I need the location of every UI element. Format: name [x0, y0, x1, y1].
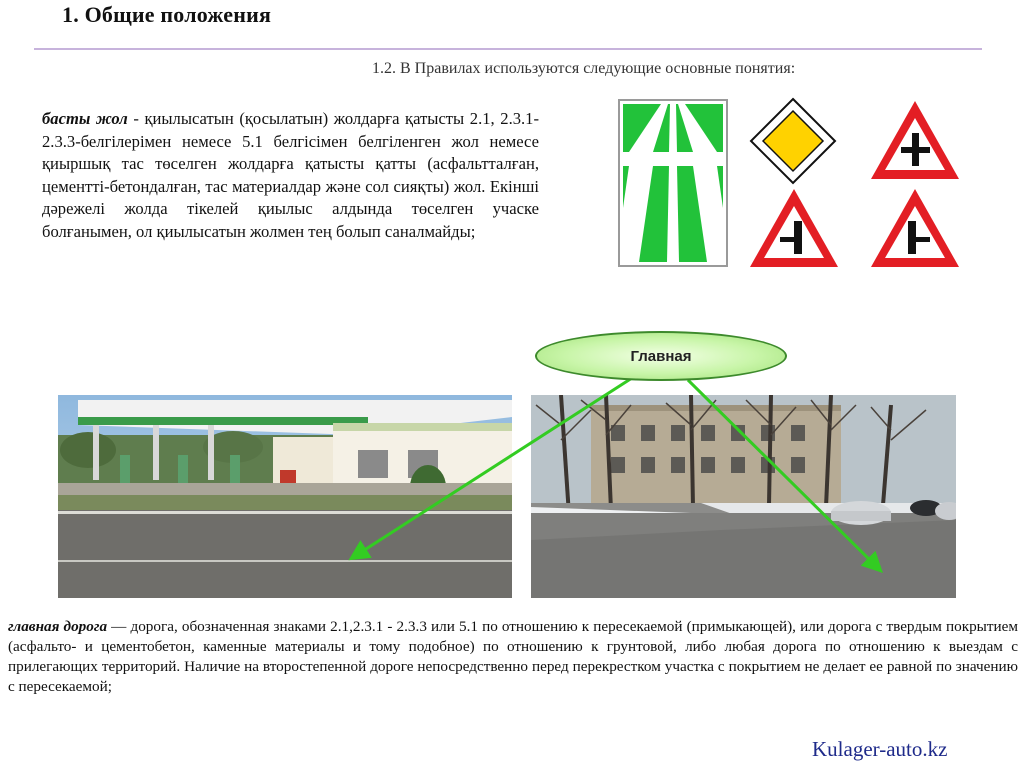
- main-road-sign-icon: [749, 97, 837, 185]
- minor-road-junction-right-sign-icon: [868, 186, 962, 270]
- kz-definition: [42, 108, 539, 244]
- slide-subtitle: 1.2. В Правилах используются следующие основные понятия:: [372, 60, 796, 77]
- kz-term: басты жол: [42, 109, 128, 128]
- ru-term: главная дорога: [8, 618, 108, 635]
- ru-definition-text: — дорога, обозначенная знаками 2.1,2.3.1 - 2.3.3 или 5.1 по отношению к пересекаемой (примыкающей), или дорога с твердым покрытием (асфальто- и цементобетон, каменные материалы и тому подобное) по отношению к грунтовой, либо любая дорога по отношению к выездам с прилегающих территорий. Наличие на второстепенной дороге непосредственно перед перекрестком участка с покрытием не делает ее равной по значению с пересекаемой;: [8, 618, 1018, 695]
- kz-definition-text: - қиылысатын (қосылатын) жолдарға қатысты 2.1, 2.3.1-2.3.3-белгілерімен немесе 5.1 белгісімен белгіленген жол немесе қиыршық тас төселген жолдарға қатысты қатты (асфальтталған, цементті-бетондалған, тас материалдар және сол сияқты) жол. Екінші дәрежелі жолда тікелей қиылыс алдында төселген учаске болғанымен, ол қиылысатын жолмен тең болып саналмайды;: [42, 109, 539, 241]
- crossroad-with-minor-road-sign-icon: [868, 98, 962, 182]
- ru-definition: [8, 617, 1018, 697]
- minor-road-junction-left-sign-icon: [747, 186, 841, 270]
- gas-station-photo: [58, 395, 512, 598]
- street-photo: [531, 395, 956, 598]
- slide-title: 1. Общие положения: [62, 2, 272, 27]
- footer-site-link[interactable]: Kulager-auto.kz: [812, 737, 948, 761]
- motorway-sign-icon: [617, 98, 729, 268]
- title-divider: [34, 48, 982, 50]
- callout-label: Главная: [630, 347, 692, 365]
- main-road-callout: [535, 331, 787, 381]
